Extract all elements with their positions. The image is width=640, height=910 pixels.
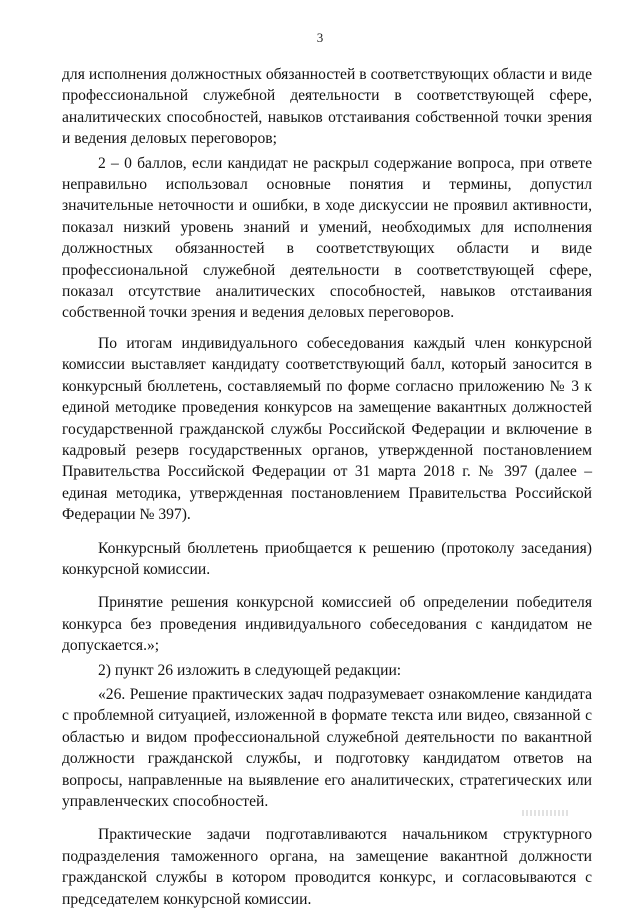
paragraph-item-26-text: «26. Решение практических задач подразумевает ознакомление кандидата с проблемной ситуацией, изложенной в формате текста или видео, связанной с областью и видом профессиональной служебной деятельности по вакантной должности гражданской службы, и подготовку кандидатом ответов на вопросы, направленные на выявление его аналитических, стратегических или управленческих способностей. — [62, 685, 592, 810]
page-number: 3 — [316, 30, 324, 45]
paragraph-item-26-heading: 2) пункт 26 изложить в следующей редакции: — [98, 661, 402, 679]
paragraph-interview-results: По итогам индивидуального собеседования каждый член конкурсной комиссии выставляет кандидату соответствующий балл, который заносится в конкурсный бюллетень, составляемый по форме согласно приложению № 3 к единой методике проведения конкурсов на замещение вакантных должностей государственной гражданской службы Российской Федерации и включение в кадровый резерв государственных органов, утвержденной постановлением Правительства Российской Федерации от 31 марта 2018 г. № 397 (далее – единая методика, утвержденная постановлением Правительства Российской Федерации № 397). — [62, 334, 592, 524]
scan-artifact — [522, 810, 568, 816]
document-body — [62, 64, 592, 910]
paragraph-ballot: Конкурсный бюллетень приобщается к решению (протоколу заседания) конкурсной комиссии. — [62, 539, 592, 578]
paragraph-decision: Принятие решения конкурсной комиссией об определении победителя конкурса без проведения индивидуального собеседования с кандидатом не допускается.»; — [62, 594, 592, 655]
paragraph-score-0-2: 2 – 0 баллов, если кандидат не раскрыл содержание вопроса, при ответе неправильно использовал основные понятия и термины, допустил значительные неточности и ошибки, в ходе дискуссии не проявил активности, показал низкий уровень знаний и умений, необходимых для исполнения должностных обязанностей в соответствующих области и виде профессиональной служебной деятельности в соответствующей сфере, показал отсутствие аналитических способностей, навыков отстаивания собственной точки зрения и ведения деловых переговоров. — [62, 154, 592, 322]
paragraph-practical-tasks: Практические задачи подготавливаются начальником структурного подразделения таможенного органа, на замещение вакантной должности гражданской службы в котором проводится конкурс, и согласовываются с председателем конкурсной комиссии. — [62, 826, 592, 908]
paragraph-continuation: для исполнения должностных обязанностей в соответствующих области и виде профессиональной служебной деятельности в соответствующей сфере, аналитических способностей, навыков отстаивания собственной точки зрения и ведения деловых переговоров; — [62, 66, 592, 148]
